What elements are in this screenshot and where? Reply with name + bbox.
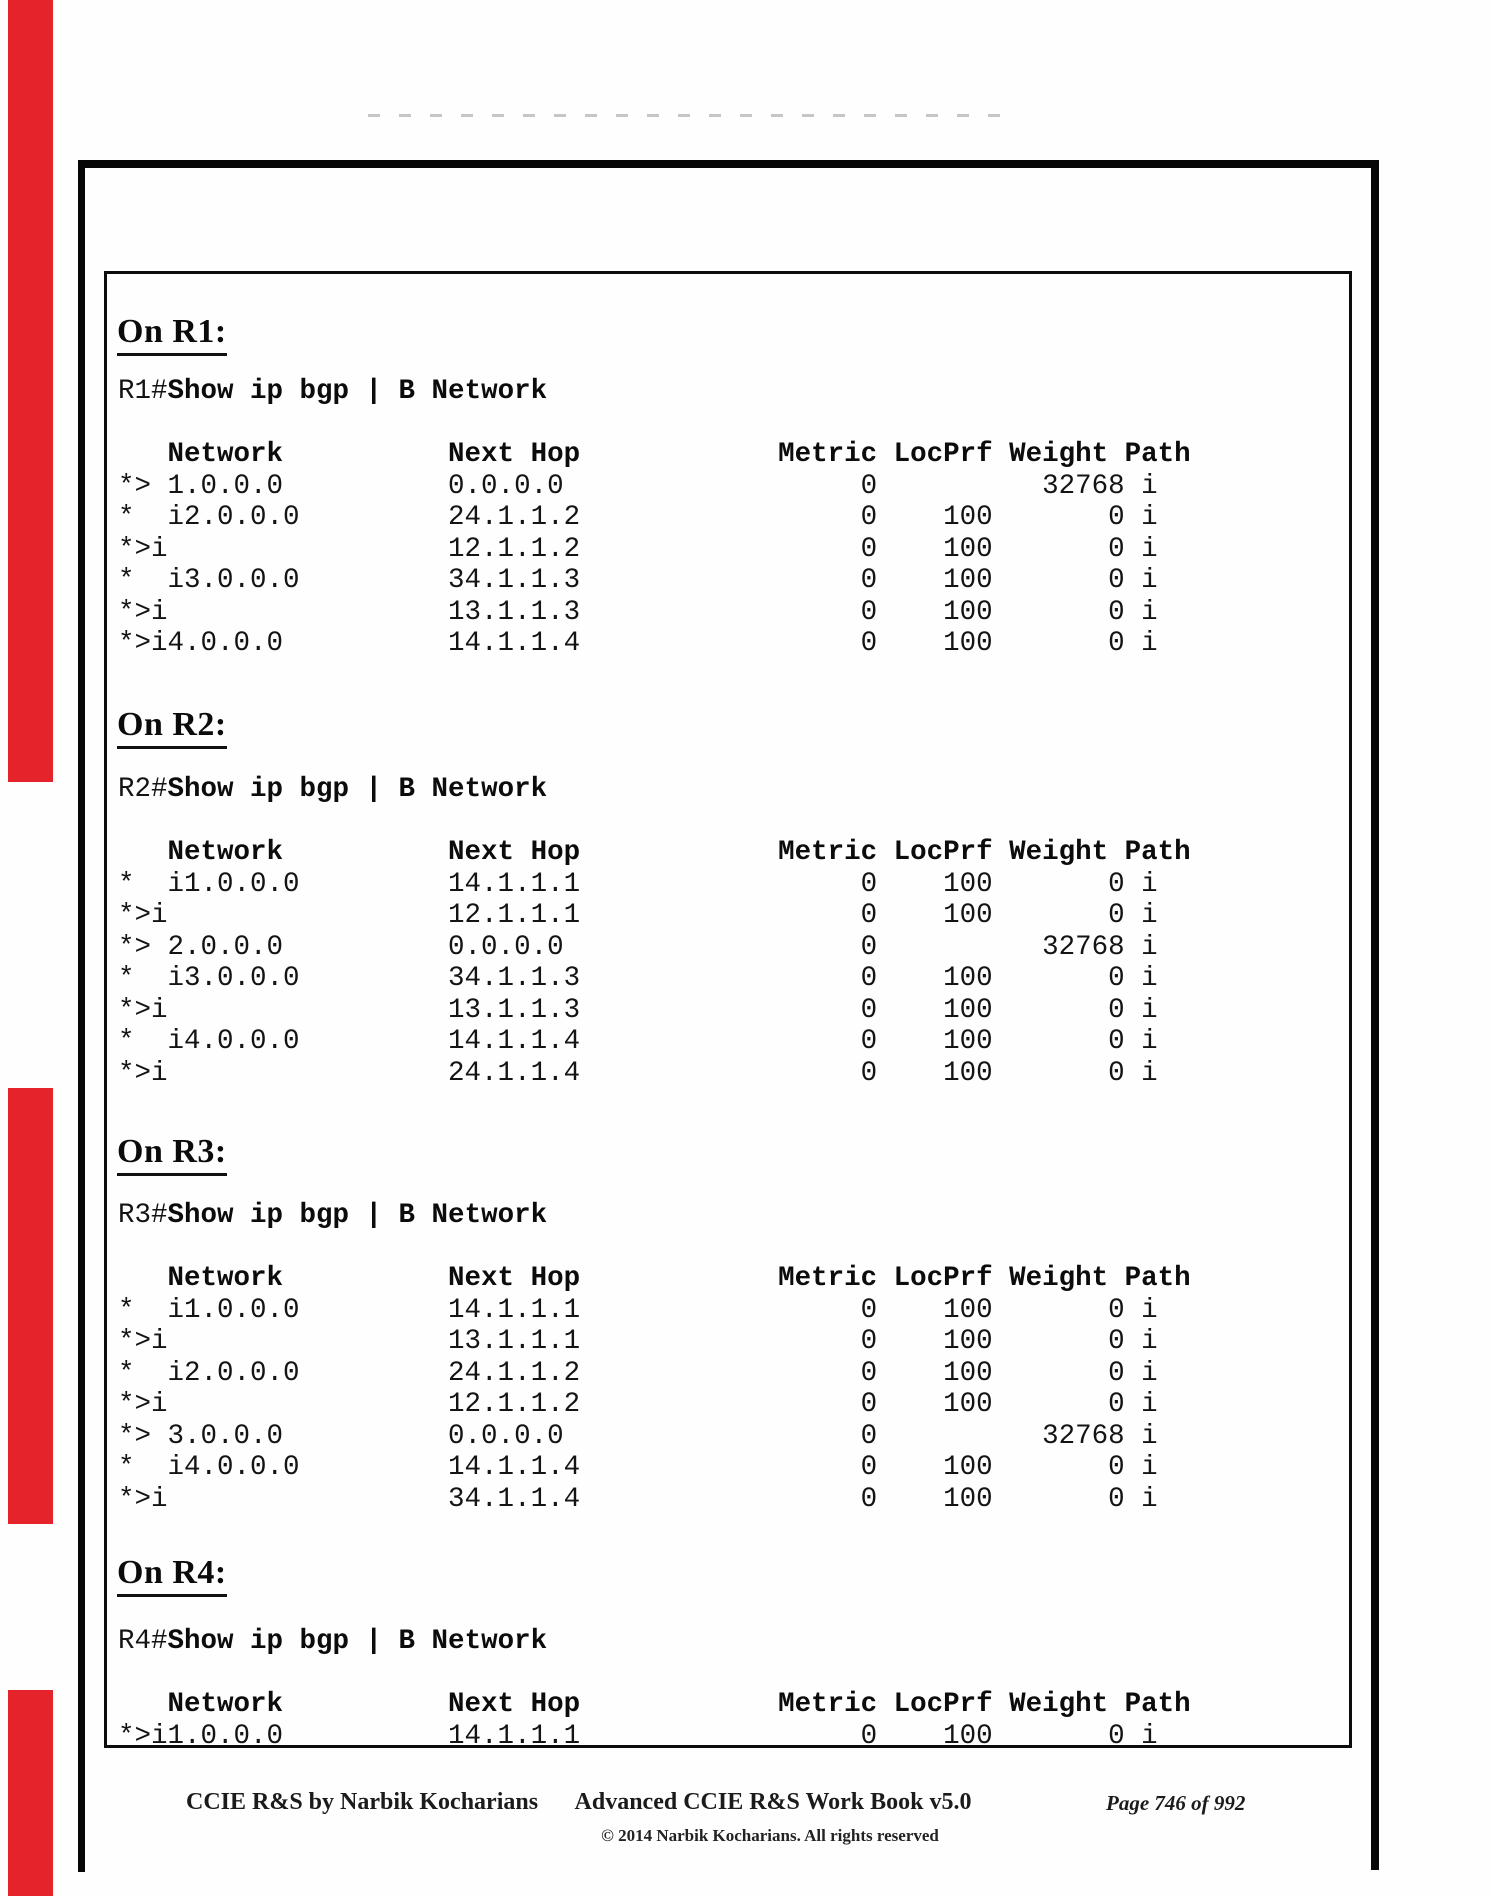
- outer-frame-right-border: [1371, 160, 1379, 1870]
- outer-frame-left-border: [78, 160, 85, 1872]
- section-heading-r1: [117, 313, 227, 351]
- scan-artifact-dashes: [368, 114, 1008, 117]
- section-heading-text: On R1:: [117, 313, 227, 356]
- command-text: Show ip bgp | B Network: [167, 1200, 548, 1231]
- footer-copyright: © 2014 Narbik Kocharians. All rights reserved: [601, 1826, 939, 1845]
- command-prompt: R2#: [118, 774, 168, 805]
- bgp-route-row: * i2.0.0.0 24.1.1.2 0 100 0 i: [118, 502, 1158, 533]
- command-line: [118, 774, 1191, 806]
- command-prompt: R4#: [118, 1626, 168, 1657]
- footer-book-title: Advanced CCIE R&S Work Book v5.0: [574, 1789, 972, 1815]
- bgp-route-row: *>i 13.1.1.3 0 100 0 i: [118, 994, 1158, 1026]
- bgp-route-row: *>i 13.1.1.3 0 100 0 i: [118, 596, 1158, 628]
- red-edge-stripe-middle: [8, 1088, 53, 1524]
- section-r3-output: [118, 1200, 1191, 1515]
- bgp-route-row: *>i 24.1.1.4 0 100 0 i: [118, 1057, 1158, 1089]
- bgp-route-row: * i2.0.0.0 24.1.1.2 0 100 0 i: [118, 1357, 1158, 1389]
- bgp-route-row: * i1.0.0.0 14.1.1.1 0 100 0 i: [118, 868, 1158, 900]
- command-text: Show ip bgp | B Network: [167, 376, 548, 407]
- bgp-table-rows: [118, 869, 1191, 1090]
- command-line: [118, 1626, 1191, 1658]
- section-heading-r4: [117, 1554, 227, 1592]
- bgp-table-rows: [118, 1295, 1191, 1516]
- command-text: Show ip bgp | B Network: [167, 774, 548, 805]
- bgp-route-row: * i4.0.0.0 14.1.1.4 0 100 0 i: [118, 1026, 1158, 1057]
- section-r4-output: [118, 1626, 1191, 1752]
- section-heading-r3: [117, 1133, 227, 1171]
- section-heading-text: On R3:: [117, 1133, 227, 1176]
- red-edge-stripe-top: [8, 0, 53, 782]
- bgp-route-row: *> 2.0.0.0 0.0.0.0 0 32768 i: [118, 931, 1158, 963]
- command-prompt: R3#: [118, 1200, 168, 1231]
- bgp-route-row: *> 3.0.0.0 0.0.0.0 0 32768 i: [118, 1420, 1158, 1452]
- bgp-table-rows: [118, 471, 1191, 660]
- bgp-route-row: * i3.0.0.0 34.1.1.3 0 100 0 i: [118, 565, 1158, 596]
- section-r2-output: [118, 774, 1191, 1089]
- command-text: Show ip bgp | B Network: [167, 1626, 548, 1657]
- outer-frame-top-border: [78, 160, 1379, 168]
- bgp-route-row: *>i 12.1.1.1 0 100 0 i: [118, 900, 1158, 931]
- bgp-route-row: * i1.0.0.0 14.1.1.1 0 100 0 i: [118, 1294, 1158, 1326]
- bgp-table-header: Network Next Hop Metric LocPrf Weight Path: [118, 1689, 1191, 1720]
- bgp-route-row: * i3.0.0.0 34.1.1.3 0 100 0 i: [118, 963, 1158, 994]
- command-prompt: R1#: [118, 376, 168, 407]
- red-edge-stripe-bottom: [8, 1690, 53, 1896]
- section-r1-output: [118, 376, 1191, 660]
- command-line: [118, 1200, 1191, 1232]
- bgp-route-row: *>i 12.1.1.2 0 100 0 i: [118, 533, 1158, 565]
- footer-page-number: Page 746 of 992: [1106, 1791, 1246, 1815]
- bgp-table-header: Network Next Hop Metric LocPrf Weight Path: [118, 439, 1191, 470]
- section-heading-text: On R2:: [117, 706, 227, 749]
- bgp-route-row: *>i4.0.0.0 14.1.1.4 0 100 0 i: [118, 628, 1158, 659]
- bgp-table-header: Network Next Hop Metric LocPrf Weight Path: [118, 1263, 1191, 1294]
- bgp-route-row: *>i 34.1.1.4 0 100 0 i: [118, 1483, 1158, 1515]
- bgp-table-rows: [118, 1721, 1191, 1753]
- bgp-route-row: *>i 12.1.1.2 0 100 0 i: [118, 1389, 1158, 1420]
- section-heading-r2: [117, 706, 227, 744]
- bgp-route-row: *> 1.0.0.0 0.0.0.0 0 32768 i: [118, 470, 1158, 502]
- bgp-route-row: * i4.0.0.0 14.1.1.4 0 100 0 i: [118, 1452, 1158, 1483]
- bgp-table-header: Network Next Hop Metric LocPrf Weight Path: [118, 837, 1191, 868]
- section-heading-text: On R4:: [117, 1554, 227, 1597]
- bgp-route-row: *>i1.0.0.0 14.1.1.1 0 100 0 i: [118, 1720, 1158, 1752]
- bgp-route-row: *>i 13.1.1.1 0 100 0 i: [118, 1326, 1158, 1357]
- footer-author: CCIE R&S by Narbik Kocharians: [186, 1789, 539, 1815]
- command-line: [118, 376, 1191, 408]
